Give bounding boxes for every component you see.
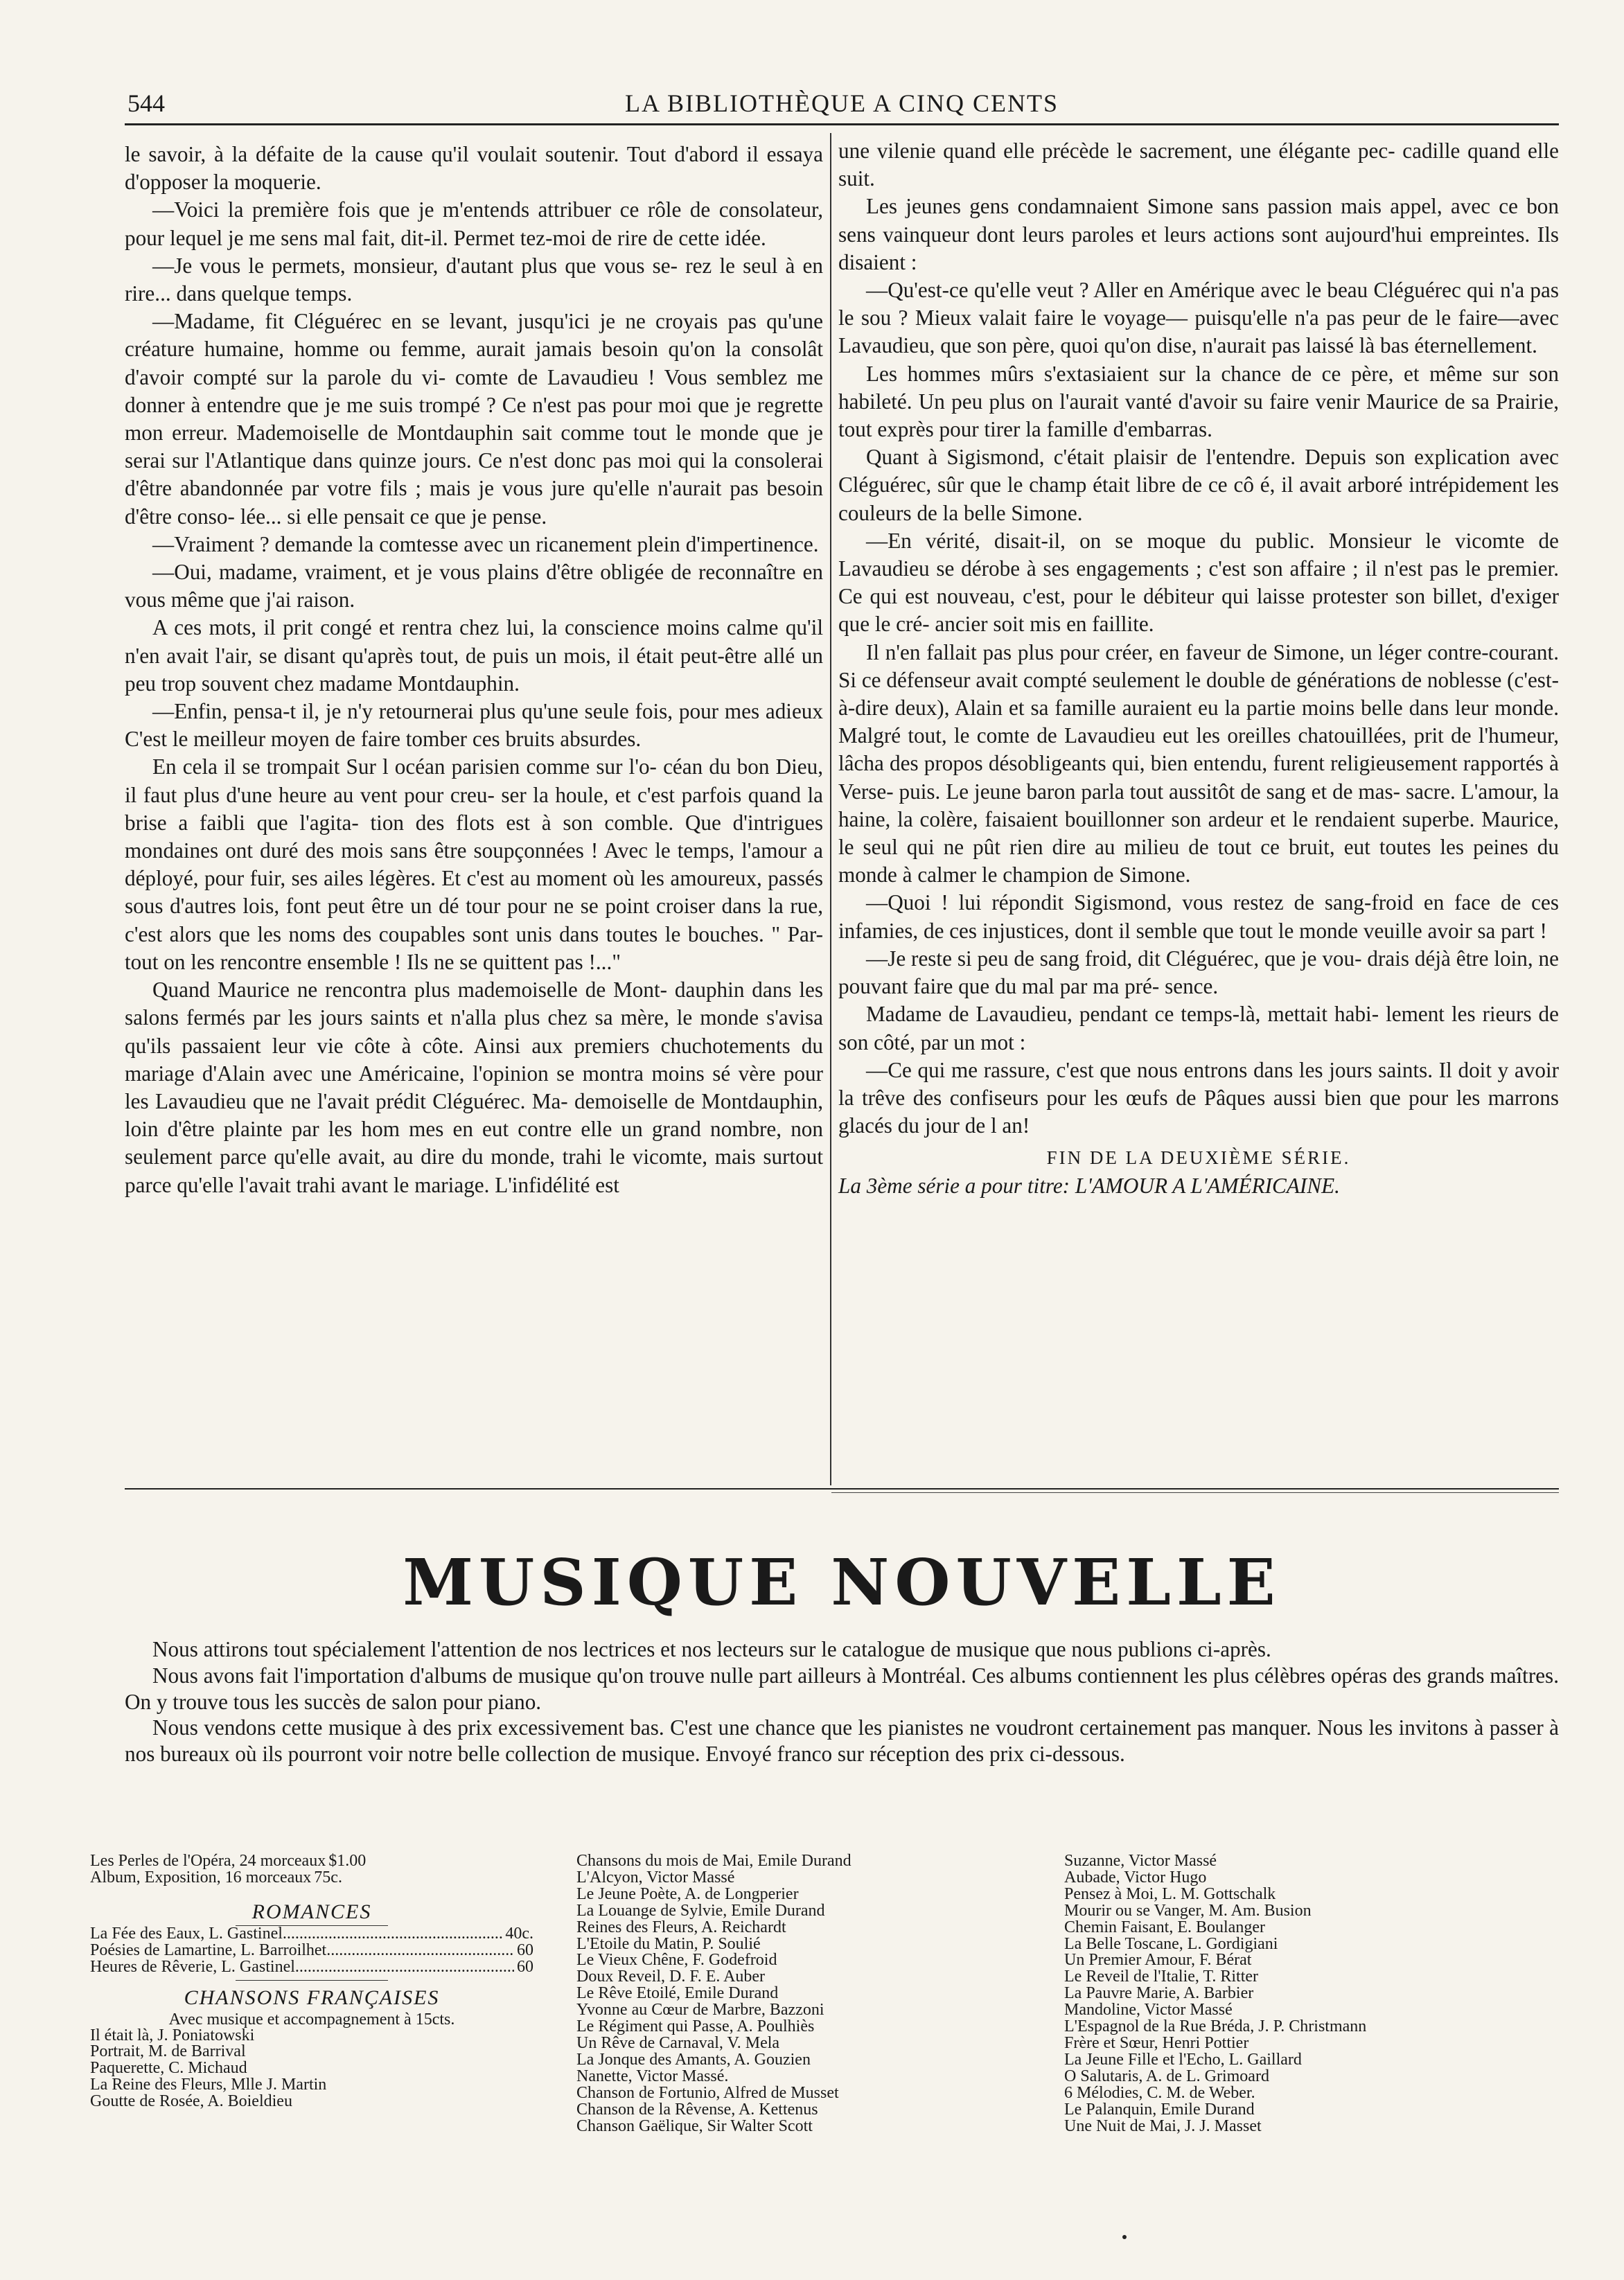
paragraph: Il n'en fallait pas plus pour créer, en faveur de Simone, un léger contre-courant. Si ce défenseur avait compté seulement le double de générations de noblesse (c'est-à-dire deux), Alain et sa famille auraient eu la partie moins belle dans leur monde. Malgré tout, le comte de Lavaudieu eut les oreilles chatouillées, prit de l'humeur, lâcha des propos désobligeants qui, bien entendu, furent religieusement rapportés à Verse- puis. Le jeune baron parla tout aussitôt de sang et de mas- sacre. L'amour, la haine, la colère, faisaient bouillonner son ardeur et le rendaient superbe. Maurice, le seul qui ne pût rien dire au milieu de tout ce bruit, eut toutes les peines du monde à calmer le champion de Simone. <box>838 639 1559 887</box>
catalog-entry: L'Espagnol de la Rue Bréda, J. P. Christmann <box>1064 2017 1367 2036</box>
paragraph: En cela il se trompait Sur l océan parisien comme sur l'o- céan du bon Dieu, il faut plus d'une heure au vent pour creu- ser la houle, et c'est parfois quand la brise a faibli que l'agita- tion des flots est à son comble. Que d'intrigues mondaines ont duré des mois sans être soupçonnées ! Avec le temps, l'amour a déployé, pour fuir, ses ailes légères. Et c'est au moment où les amoureux, passés sous d'autres lois, font peut être un dé tour pour ne se point croiser dans la rue, c'est alors que les noms des coupables sont unis dans toutes le bouches. " Par- tout on les rencontre ensemble ! Ils ne se quittent pas !..." <box>125 754 823 974</box>
paragraph: —Je vous le permets, monsieur, d'autant plus que vous se- rez le seul à en rire... dans quelque temps. <box>125 253 823 306</box>
musique-nouvelle-title: MUSIQUE NOUVELLE <box>403 1545 1281 1620</box>
running-header <box>125 86 1559 125</box>
catalog-column-3 <box>1064 1853 1563 2135</box>
catalog-entry: La Reine des Fleurs, Mlle J. Martin <box>90 2076 327 2094</box>
catalog-entry: Reines des Fleurs, A. Reichardt <box>576 1918 786 1936</box>
catalog-entry: Mourir ou se Vanger, M. Am. Busion <box>1064 1901 1312 1920</box>
catalog-entry: Le Régiment qui Passe, A. Poulhiès <box>576 2017 815 2036</box>
catalog-column-2 <box>576 1853 1048 2135</box>
catalog-entry: Mandoline, Victor Massé <box>1064 2001 1233 2020</box>
heading-rule <box>236 1980 388 1981</box>
catalog-entry: Nanette, Victor Massé. <box>576 2067 729 2085</box>
paragraph: Nous avons fait l'importation d'albums de musique qu'on trouve nulle part ailleurs à Montréal. Ces albums contiennent les plus célèbres opéras des grands maîtres. On y trouve tous les succès de salon pour piano. <box>125 1663 1559 1714</box>
catalog-entry <box>90 1943 533 1959</box>
entry-price: 60 <box>517 1957 533 1976</box>
catalog-entry: 6 Mélodies, C. M. de Weber. <box>1064 2083 1255 2102</box>
catalog-entry: Il était là, J. Poniatowski <box>90 2026 255 2044</box>
dot-leader <box>326 1943 514 1959</box>
catalog-entry: Le Reveil de l'Italie, T. Ritter <box>1064 1968 1259 1986</box>
catalog-entry: La Jonque des Amants, A. Gouzien <box>576 2050 811 2069</box>
paragraph: —Ce qui me rassure, c'est que nous entrons dans les jours saints. Il doit y avoir la trêve des confiseurs pour les œufs de Pâques aussi bien que pour les marrons glacés du jour de l an! <box>838 1057 1559 1138</box>
entry-title: Les Perles de l'Opéra, 24 morceaux <box>90 1852 326 1870</box>
paragraph: —Oui, madame, vraiment, et je vous plains d'être obligée de reconnaître en vous même que j'ai raison. <box>125 560 823 612</box>
catalog-entry: Le Vieux Chêne, F. Godefroid <box>576 1951 777 1970</box>
catalog-entry <box>90 1959 533 1976</box>
entry-price: 40c. <box>505 1924 533 1943</box>
paragraph: —Vraiment ? demande la comtesse avec un ricanement plein d'impertinence. <box>152 531 819 556</box>
catalog-entry: Portrait, M. de Barrival <box>90 2042 246 2061</box>
catalog-entry: Chemin Faisant, E. Boulanger <box>1064 1918 1265 1936</box>
entry-price: $1.00 <box>328 1852 367 1870</box>
catalog-entry: Aubade, Victor Hugo <box>1064 1868 1207 1886</box>
paragraph: une vilenie quand elle précède le sacrement, une élégante pec- cadille quand elle suit. <box>838 139 1559 191</box>
catalog-entry: L'Alcyon, Victor Massé <box>576 1868 735 1886</box>
catalog-entry: Chansons du mois de Mai, Emile Durand <box>576 1852 851 1870</box>
paragraph: —Quoi ! lui répondit Sigismond, vous restez de sang-froid en face de ces infamies, de ces injustices, dont il semble que tout le monde veuille avoir sa part ! <box>838 890 1559 943</box>
paragraph: —Madame, fit Cléguérec en se levant, jusqu'ici je ne croyais pas qu'une créature humaine, homme ou femme, aurait jamais besoin qu'on la consolât d'avoir compté sur la parole du vi- comte de Lavaudieu ! Vous semblez me donner à entendre que je me suis trompé ? Ce n'est pas pour moi que je regrette mon erreur. Mademoiselle de Montdauphin sait comme tout le monde que je serai sur l'Atlantique dans quinze jours. Ce n'est donc pas moi qui la consolerai d'être abandonnée par votre fils ; mais je vous jure qu'elle n'aurait pas besoin d'être conso- lée... si elle pensait ce que je pense. <box>125 309 823 529</box>
paragraph: —Enfin, pensa-t il, je n'y retournerai plus qu'une seule fois, pour mes adieux C'est le meilleur moyen de faire tomber ces bruits absurdes. <box>125 699 823 752</box>
entry-price: 60 <box>517 1941 533 1959</box>
catalog-entry: O Salutaris, A. de L. Grimoard <box>1064 2067 1269 2085</box>
paragraph: Quand Maurice ne rencontra plus mademoiselle de Mont- dauphin dans les salons fermés par les jours saints et n'alla plus chez sa mère, le monde s'avisa qu'ils passaient leur vie côte à côte. Ainsi aux premiers chuchotements du mariage d'Alain avec une Américaine, l'opinion se montra moins sé vère pour les Lavaudieu que ne l'avait prédit Cléguérec. Ma- demoiselle de Montdauphin, loin d'être plainte par les hom mes en eut contre elle un grand nombre, non seulement parce qu'elle avait, au dire du monde, trahi le vicomte, mais surtout parce qu'elle l'avait trahi avant le mariage. L'infidélité est <box>125 978 823 1197</box>
catalog-entry: Doux Reveil, D. F. E. Auber <box>576 1968 766 1986</box>
catalog-entry: Goutte de Rosée, A. Boieldieu <box>90 2092 292 2111</box>
right-column <box>838 137 1559 1200</box>
next-series-note: La 3ème série a pour titre: L'AMOUR A L'AMÉRICAINE. <box>838 1173 1340 1198</box>
entry-price: 75c. <box>314 1868 342 1886</box>
catalog-entry: L'Etoile du Matin, P. Soulié <box>576 1934 761 1953</box>
catalog-entry: Le Rêve Etoilé, Emile Durand <box>576 1984 779 2003</box>
catalog-entry: La Belle Toscane, L. Gordigiani <box>1064 1934 1278 1953</box>
catalog-entry <box>90 1853 533 1870</box>
entry-title: Heures de Rêverie, L. Gastinel <box>90 1957 295 1976</box>
section-rule <box>125 1488 1559 1490</box>
musique-intro <box>125 1636 1559 1767</box>
paragraph: Madame de Lavaudieu, pendant ce temps-là, mettait habi- lement les rieurs de son côté, par un mot : <box>838 1002 1559 1054</box>
print-speck <box>1122 2235 1127 2239</box>
catalog-entry: La Louange de Sylvie, Emile Durand <box>576 1901 825 1920</box>
catalog-entry: Chanson de Fortunio, Alfred de Musset <box>576 2083 839 2102</box>
dot-leader <box>295 1959 514 1976</box>
catalog-column-1 <box>90 1853 533 2110</box>
running-title: LA BIBLIOTHÈQUE A CINQ CENTS <box>625 89 1059 117</box>
series-end-mark: FIN DE LA DEUXIÈME SÉRIE. <box>1046 1147 1351 1169</box>
paragraph: Nous attirons tout spécialement l'attention de nos lectrices et nos lecteurs sur le catalogue de musique que nous publions ci-après. <box>152 1637 1271 1661</box>
paragraph: Les hommes mûrs s'extasiaient sur la chance de ce père, et même sur son habileté. Un peu plus on l'aurait vanté d'avoir su faire venir Maurice de sa Prairie, tout exprès pour tirer la famille d'embarras. <box>838 361 1559 442</box>
romances-heading: ROMANCES <box>251 1900 372 1923</box>
catalog-entry: Le Jeune Poète, A. de Longperier <box>576 1884 799 1903</box>
paragraph: —Je reste si peu de sang froid, dit Cléguérec, que je vou- drais déjà être loin, ne pouvant faire que du mal par ma pré- sence. <box>838 946 1559 999</box>
paragraph: Les jeunes gens condamnaient Simone sans passion mais appel, avec ce bon sens vainqueur dont leurs paroles et leurs actions sont aujourd'hui empreintes. Ils disaient : <box>838 194 1559 274</box>
catalog-entry: La Jeune Fille et l'Echo, L. Gaillard <box>1064 2050 1302 2069</box>
entry-title: Poésies de Lamartine, L. Barroilhet <box>90 1941 327 1959</box>
paragraph: A ces mots, il prit congé et rentra chez lui, la conscience moins calme qu'il n'en avait l'air, se disant qu'après tout, de puis un mois, il était peut-être allé un peu trop souvent chez madame Montdauphin. <box>125 615 823 696</box>
chansons-heading: CHANSONS FRANÇAISES <box>184 1986 440 2009</box>
catalog-entry: Yvonne au Cœur de Marbre, Bazzoni <box>576 2001 824 2020</box>
catalog-entry: Le Palanquin, Emile Durand <box>1064 2100 1255 2119</box>
entry-title: La Fée des Eaux, L. Gastinel <box>90 1924 283 1943</box>
catalog-entry: Une Nuit de Mai, J. J. Masset <box>1064 2116 1262 2135</box>
paragraph: Quant à Sigismond, c'était plaisir de l'entendre. Depuis son explication avec Cléguérec, sûr que le champ était libre de ce cô é, il avait arboré intrépidement les couleurs de la belle Simone. <box>838 445 1559 525</box>
catalog-entry <box>90 1870 533 1886</box>
paragraph: —Voici la première fois que je m'entends attribuer ce rôle de consolateur, pour lequel je me sens mal fait, dit-il. Permet tez-moi de rire de cette idée. <box>125 197 823 250</box>
catalog-entry: Pensez à Moi, L. M. Gottschalk <box>1064 1884 1276 1903</box>
catalog-entry: Chanson de la Rêvense, A. Kettenus <box>576 2100 818 2119</box>
catalog-entry <box>90 1926 533 1943</box>
paragraph: Nous vendons cette musique à des prix excessivement bas. C'est une chance que les pianistes ne voudront certainement pas manquer. Nous les invitons à passer à nos bureaux où ils pourront voir notre belle collection de musique. Envoyé franco sur réception des prix ci-dessous. <box>125 1715 1559 1767</box>
chansons-subheading: Avec musique et accompagnement à 15cts. <box>168 2010 455 2029</box>
entry-title: Album, Exposition, 16 morceaux <box>90 1868 312 1886</box>
dot-leader <box>283 1926 502 1943</box>
catalog-entry: Un Rêve de Carnaval, V. Mela <box>576 2033 780 2052</box>
paragraph: le savoir, à la défaite de la cause qu'il voulait soutenir. Tout d'abord il essaya d'opposer la moquerie. <box>125 142 823 195</box>
paragraph: —En vérité, disait-il, on se moque du public. Monsieur le vicomte de Lavaudieu se dérobe à ses engagements ; c'est son affaire ; il n'est pas le premier. Ce qui est nouveau, c'est, pour le débiteur qui laisse protester son billet, d'exiger que le cré- ancier soit mis en faillite. <box>838 528 1559 637</box>
catalog-entry: La Pauvre Marie, A. Barbier <box>1064 1984 1254 2003</box>
catalog-entry: Un Premier Amour, F. Bérat <box>1064 1951 1252 1970</box>
section-rule-thin <box>831 1492 1559 1493</box>
left-column <box>125 141 823 1199</box>
catalog-entry: Suzanne, Victor Massé <box>1064 1852 1217 1870</box>
paragraph: —Qu'est-ce qu'elle veut ? Aller en Amérique avec le beau Cléguérec qui n'a pas le sou ? Mieux valait faire le voyage— puisqu'elle n'a pas peur de le faire—avec Lavaudieu, que son père, quoi qu'on dise, n'aurait pas laissé là bas éternellement. <box>838 278 1559 358</box>
column-divider <box>830 133 831 1485</box>
catalog-entry: Frère et Sœur, Henri Pottier <box>1064 2033 1249 2052</box>
catalog-entry: Chanson Gaëlique, Sir Walter Scott <box>576 2116 813 2135</box>
catalog-entry: Paquerette, C. Michaud <box>90 2059 247 2078</box>
page-number: 544 <box>127 89 165 117</box>
